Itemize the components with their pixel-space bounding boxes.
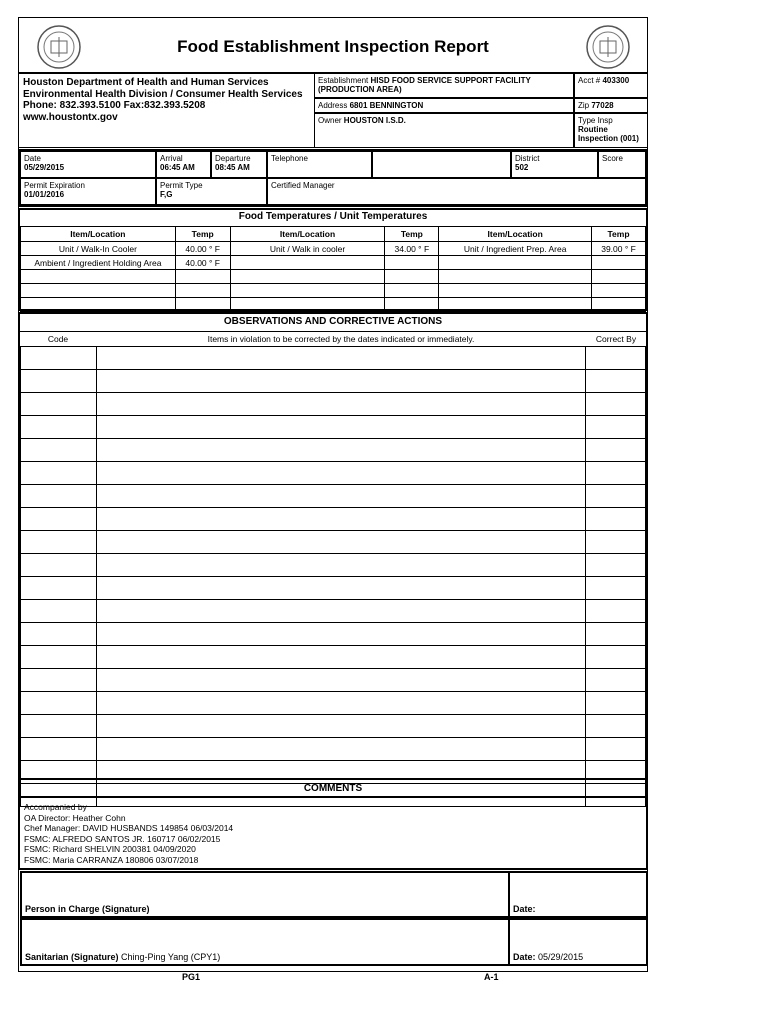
observation-row — [21, 692, 646, 715]
observation-code-cell[interactable] — [21, 577, 97, 600]
observation-correct-by-cell[interactable] — [586, 485, 646, 508]
observation-row — [21, 485, 646, 508]
observation-item-cell[interactable] — [96, 669, 585, 692]
temperature-row — [21, 284, 646, 298]
permit-expiration-cell: Permit Expiration 01/01/2016 — [20, 178, 156, 205]
observation-code-cell[interactable] — [21, 715, 97, 738]
temperatures-title: Food Temperatures / Unit Temperatures — [238, 211, 428, 222]
observation-row — [21, 508, 646, 531]
observation-code-cell[interactable] — [21, 531, 97, 554]
observation-item-cell[interactable] — [96, 577, 585, 600]
observation-item-cell[interactable] — [96, 692, 585, 715]
observation-row — [21, 370, 646, 393]
observation-row — [21, 669, 646, 692]
observation-correct-by-cell[interactable] — [586, 623, 646, 646]
sanitarian-date-label: Date: — [513, 952, 536, 962]
code-header: Code — [47, 334, 69, 344]
comments-title: COMMENTS — [303, 783, 363, 794]
sanitarian-date-value: 05/29/2015 — [538, 952, 584, 962]
observation-correct-by-cell[interactable] — [586, 393, 646, 416]
observation-code-cell[interactable] — [21, 416, 97, 439]
acct-number: 403300 — [602, 76, 630, 85]
temp-item — [230, 256, 385, 270]
temperature-row — [21, 270, 646, 284]
observation-code-cell[interactable] — [21, 347, 97, 370]
observation-correct-by-cell[interactable] — [586, 715, 646, 738]
sanitarian-name: Ching-Ping Yang (CPY1) — [121, 952, 221, 962]
comment-line: FSMC: ALFREDO SANTOS JR. 160717 06/02/2015 — [24, 833, 221, 844]
observation-code-cell[interactable] — [21, 692, 97, 715]
observation-correct-by-cell[interactable] — [586, 416, 646, 439]
observation-row — [21, 531, 646, 554]
observation-code-cell[interactable] — [21, 370, 97, 393]
establishment-name: HISD FOOD SERVICE SUPPORT FACILITY — [370, 76, 531, 85]
sanitarian-label: Sanitarian (Signature) — [25, 952, 119, 962]
temperatures-header-row — [21, 227, 646, 242]
sanitarian-date-box[interactable] — [508, 918, 648, 966]
arrival-cell: Arrival 06:45 AM — [156, 151, 211, 178]
observation-correct-by-cell[interactable] — [586, 577, 646, 600]
zip-value: 77028 — [591, 101, 614, 110]
observation-correct-by-cell[interactable] — [586, 462, 646, 485]
observation-row — [21, 577, 646, 600]
comments-text — [24, 802, 233, 865]
temp-value: 39.00 ° F — [592, 242, 646, 256]
item-location-header: Item/Location — [230, 227, 385, 242]
observation-code-cell[interactable] — [21, 393, 97, 416]
observations-title: OBSERVATIONS AND CORRECTIVE ACTIONS — [223, 316, 443, 327]
agency-division: Environmental Health Division / Consumer Health Services — [23, 88, 303, 100]
observation-correct-by-cell[interactable] — [586, 347, 646, 370]
owner-value: HOUSTON I.S.D. — [343, 116, 406, 125]
temp-header: Temp — [385, 227, 439, 242]
observation-correct-by-cell[interactable] — [586, 554, 646, 577]
score-cell: Score — [598, 151, 646, 178]
item-location-header: Item/Location — [439, 227, 592, 242]
comment-line: Accompanied by — [24, 802, 87, 812]
telephone-cell: Telephone — [267, 151, 372, 178]
district-cell: District 502 — [511, 151, 598, 178]
observation-item-cell[interactable] — [96, 531, 585, 554]
telephone-value-cell — [372, 151, 511, 178]
observation-item-cell[interactable] — [96, 439, 585, 462]
observation-item-cell[interactable] — [96, 370, 585, 393]
observation-correct-by-cell[interactable] — [586, 646, 646, 669]
correct-by-header: Correct By — [595, 334, 637, 344]
zip-cell: Zip 77028 — [574, 98, 648, 113]
temp-value — [592, 256, 646, 270]
observation-code-cell[interactable] — [21, 623, 97, 646]
comment-line: FSMC: Maria CARRANZA 180806 03/07/2018 — [24, 854, 199, 865]
form-number: A-1 — [484, 972, 499, 982]
page-number: PG1 — [182, 972, 201, 982]
page-title: Food Establishment Inspection Report — [177, 37, 489, 56]
observation-correct-by-cell[interactable] — [586, 508, 646, 531]
address-value: 6801 BENNINGTON — [349, 101, 424, 110]
temp-value: 40.00 ° F — [175, 256, 230, 270]
permit-type-cell: Permit Type F,G — [156, 178, 267, 205]
temperature-row — [21, 298, 646, 312]
comment-line: FSMC: Richard SHELVIN 200381 04/09/2020 — [24, 844, 196, 854]
date-cell: Date 05/29/2015 — [20, 151, 156, 178]
person-in-charge-date-box[interactable] — [508, 871, 648, 918]
observation-item-cell[interactable] — [96, 738, 585, 761]
temp-header: Temp — [592, 227, 646, 242]
observation-row — [21, 600, 646, 623]
temp-value — [385, 256, 439, 270]
observation-correct-by-cell[interactable] — [586, 370, 646, 393]
observation-row — [21, 416, 646, 439]
observation-code-cell[interactable] — [21, 600, 97, 623]
comment-line: OA Director: Heather Cohn — [24, 812, 126, 823]
observation-code-cell[interactable] — [21, 485, 97, 508]
observation-item-cell[interactable] — [96, 347, 585, 370]
observation-code-cell[interactable] — [21, 554, 97, 577]
item-location-header: Item/Location — [21, 227, 176, 242]
person-in-charge-label: Person in Charge (Signature) — [25, 904, 150, 914]
owner-cell: Owner HOUSTON I.S.D. — [314, 113, 574, 148]
temperature-row — [21, 256, 646, 270]
temp-value: 40.00 ° F — [175, 242, 230, 256]
comment-line: Chef Manager: DAVID HUSBANDS 149854 06/03/2014 — [24, 823, 234, 833]
pic-date-label: Date: — [513, 904, 536, 914]
observation-code-cell[interactable] — [21, 462, 97, 485]
observation-item-cell[interactable] — [96, 393, 585, 416]
observation-row — [21, 554, 646, 577]
observation-correct-by-cell[interactable] — [586, 531, 646, 554]
person-in-charge-signature-box[interactable] — [20, 871, 510, 918]
inspection-date: 05/29/2015 — [24, 163, 65, 172]
observation-code-cell[interactable] — [21, 439, 97, 462]
observation-item-cell[interactable] — [96, 715, 585, 738]
observation-item-cell[interactable] — [96, 600, 585, 623]
agency-website: www.houstontx.gov — [23, 111, 118, 123]
observation-correct-by-cell[interactable] — [586, 738, 646, 761]
observation-item-cell[interactable] — [96, 554, 585, 577]
observation-row — [21, 715, 646, 738]
observation-row — [21, 462, 646, 485]
establishment-area: (PRODUCTION AREA) — [318, 85, 402, 94]
observations-table — [20, 346, 646, 807]
certified-manager-cell: Certified Manager — [267, 178, 646, 205]
observation-item-cell[interactable] — [96, 485, 585, 508]
agency-phone: Phone: 832.393.5100 Fax:832.393.5208 — [23, 100, 206, 111]
observation-item-cell[interactable] — [96, 623, 585, 646]
observation-correct-by-cell[interactable] — [586, 439, 646, 462]
observation-row — [21, 623, 646, 646]
type-insp-cell: Type Insp Routine Inspection (001) — [574, 113, 648, 148]
observation-code-cell[interactable] — [21, 646, 97, 669]
temp-value: 34.00 ° F — [385, 242, 439, 256]
observation-code-cell[interactable] — [21, 669, 97, 692]
observation-row — [21, 347, 646, 370]
observation-row — [21, 393, 646, 416]
observation-item-cell[interactable] — [96, 508, 585, 531]
address-cell: Address 6801 BENNINGTON — [314, 98, 574, 113]
sanitarian-signature-box[interactable] — [20, 918, 510, 966]
establishment-cell: Establishment HISD FOOD SERVICE SUPPORT FACILITY (PRODUCTION AREA) — [314, 73, 574, 98]
temp-item — [439, 256, 592, 270]
observation-code-cell[interactable] — [21, 738, 97, 761]
temp-header: Temp — [175, 227, 230, 242]
temperature-row — [21, 242, 646, 256]
departure-cell: Departure 08:45 AM — [211, 151, 267, 178]
agency-name: Houston Department of Health and Human Services — [23, 77, 269, 88]
observation-correct-by-cell[interactable] — [586, 600, 646, 623]
observation-row — [21, 646, 646, 669]
observation-row — [21, 439, 646, 462]
temp-item: Unit / Ingredient Prep. Area — [439, 242, 592, 256]
observation-row — [21, 738, 646, 761]
observation-correct-by-cell[interactable] — [586, 692, 646, 715]
observation-correct-by-cell[interactable] — [586, 669, 646, 692]
observation-item-cell[interactable] — [96, 416, 585, 439]
items-header: Items in violation to be corrected by the dates indicated or immediately. — [207, 334, 475, 344]
temp-item: Ambient / Ingredient Holding Area — [21, 256, 176, 270]
temp-item: Unit / Walk in cooler — [230, 242, 385, 256]
observations-header-row — [20, 331, 646, 345]
agency-info — [23, 77, 303, 123]
temp-item: Unit / Walk-In Cooler — [21, 242, 176, 256]
observation-item-cell[interactable] — [96, 646, 585, 669]
acct-cell: Acct # 403300 — [574, 73, 648, 98]
observation-item-cell[interactable] — [96, 462, 585, 485]
observation-code-cell[interactable] — [21, 508, 97, 531]
temperatures-table — [20, 226, 646, 312]
